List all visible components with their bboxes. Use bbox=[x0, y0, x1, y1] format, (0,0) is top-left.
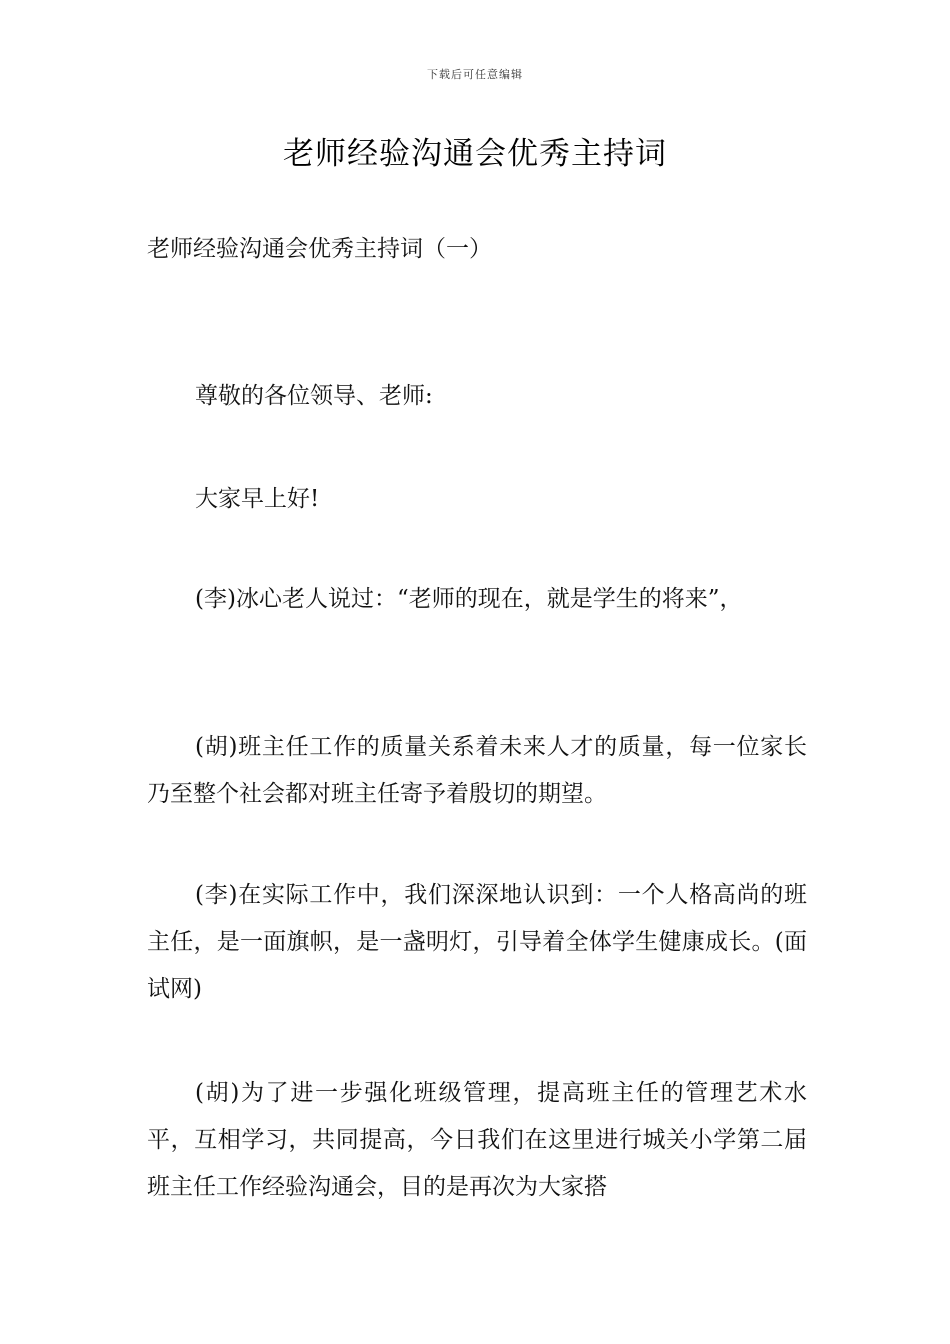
body-paragraph: (李)冰心老人说过：“老师的现在，就是学生的将来”， bbox=[195, 586, 743, 612]
section-subtitle: 老师经验沟通会优秀主持词（一） bbox=[147, 236, 492, 262]
greeting-paragraph: 尊敬的各位领导、老师: bbox=[195, 383, 433, 409]
body-paragraph: (胡)为了进一步强化班级管理，提高班主任的管理艺术水平，互相学习，共同提高，今日我们在这里进行城关小学第二届班主任工作经验沟通会，目的是再次为大家搭 bbox=[147, 1080, 807, 1200]
morning-greeting-paragraph: 大家早上好! bbox=[195, 486, 320, 512]
body-paragraph: (胡)班主任工作的质量关系着未来人才的质量，每一位家长乃至整个社会都对班主任寄予着殷切的期望。 bbox=[147, 734, 807, 807]
header-note: 下载后可任意编辑 bbox=[427, 68, 523, 81]
page-title: 老师经验沟通会优秀主持词 bbox=[283, 136, 667, 172]
body-paragraph: (李)在实际工作中，我们深深地认识到：一个人格高尚的班主任，是一面旗帜，是一盏明灯，引导着全体学生健康成长。(面试网) bbox=[147, 882, 807, 1002]
